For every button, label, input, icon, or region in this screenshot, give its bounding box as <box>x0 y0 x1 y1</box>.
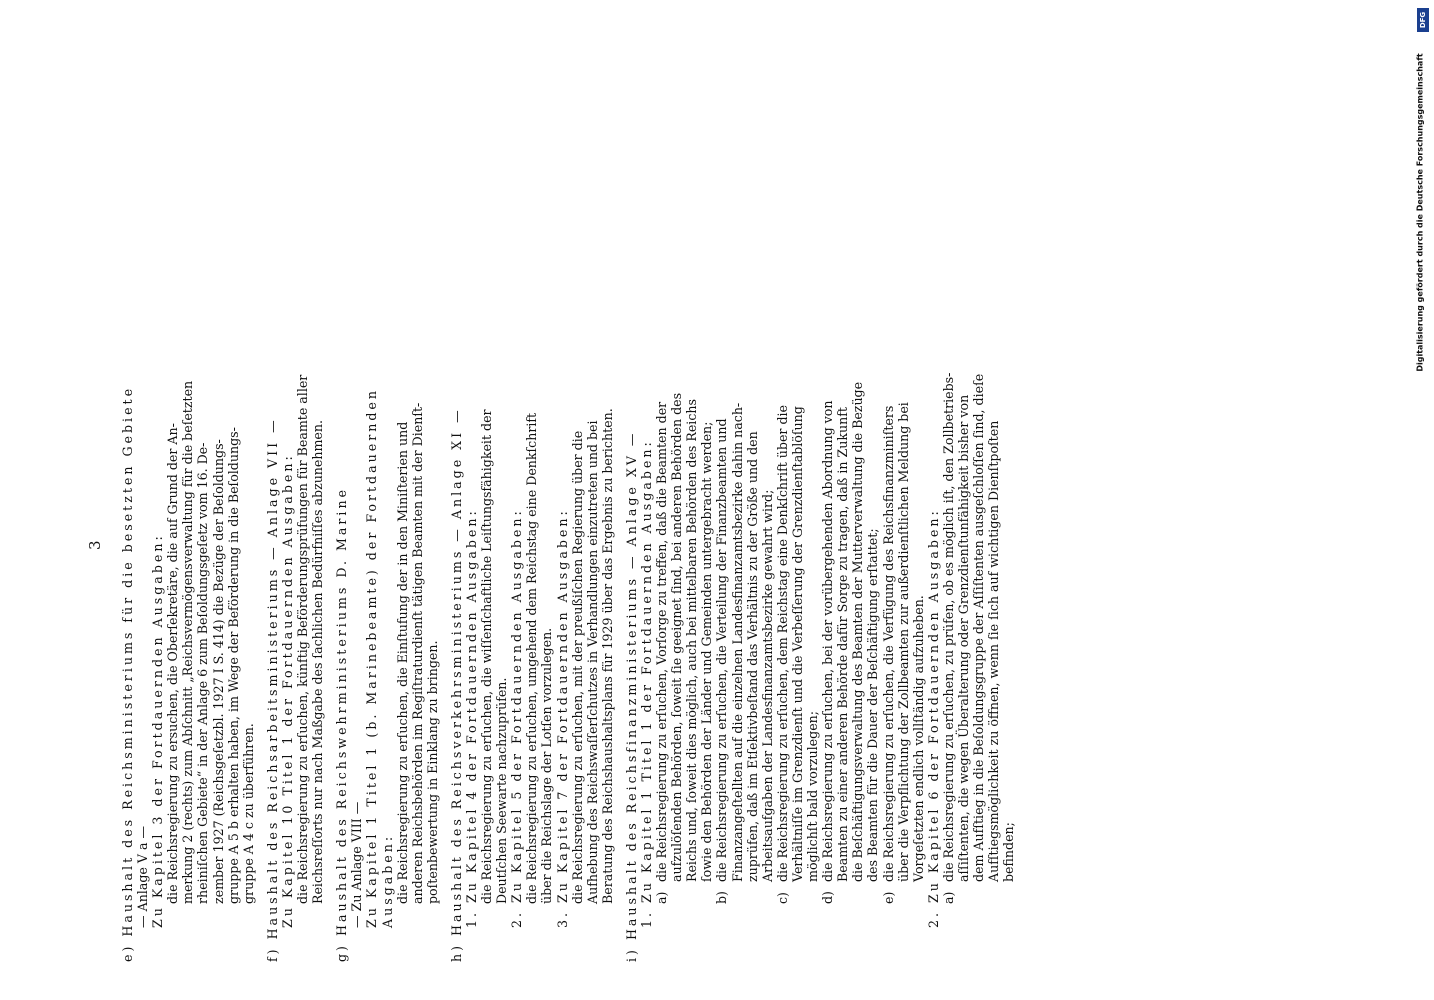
item-chapter-heading: 3. Zu Kapitel 7 der Fortdauernden Ausgaben: <box>554 508 570 928</box>
text-line: die Reichsregierung zu erſuchen, bei der vorübergehenden Abordnung von <box>820 400 836 882</box>
rotated-text-block <box>86 132 1300 962</box>
chapter-heading-cont: Ausgaben: <box>379 833 395 928</box>
item-chapter-heading: 2. Zu Kapitel 6 der Fortdauernden Ausgaben: <box>925 508 941 928</box>
section-annex: — Zu Anlage VIII — <box>349 801 365 928</box>
text-line: poſtenbewertung in Einklang zu bringen. <box>424 640 440 904</box>
text-line: dem Aufſtieg in die Beſoldungsgruppe der Aſſiſtenten ausgeſchloſſen ſind, dieſe <box>971 373 987 882</box>
text-line: Verhältniſſe im Grenzdienſt und die Verbeſſerung der Grenzdienſtablöſung <box>789 406 805 882</box>
text-line: zuprüfen, daß im Etſektivbeſtand das Verhältnis zu der Größe und den <box>744 431 760 882</box>
sub-item <box>654 132 714 962</box>
text-line: die Reichsregierung zu erſuchen, dem Reichstag eine Denkſchrift über die <box>774 404 790 882</box>
section-annex: — Anlage V a — <box>135 825 151 928</box>
item-chapter-heading: 1. Zu Kapitel 4 der Fortdauernden Ausgaben: <box>463 508 479 928</box>
text-line: die Beſchäftigungsverwaltung des Beamten der Mutterverwaltung die Bezüge <box>850 381 866 882</box>
section <box>120 132 256 962</box>
text-line: aufzulöſenden Behörden, ſoweit ſie geeignet ſind, bei anderen Behörden des <box>669 392 685 882</box>
text-line: Aufhebung des Reichswaſſerſchutzes in Verhandlungen einzutreten und bei <box>584 420 600 904</box>
text-line: die Reichsregierung zu erſuchen, die Einſtufung der in den Miniſterien und <box>394 421 410 904</box>
text-line: aſſiſtenten, die wegen Überalterung oder Grenzdienſtunfähigkeit bisher von <box>955 394 971 882</box>
text-line: die Reichsregierung zu erſuchen, mit der preußiſchen Regierung über die <box>569 430 585 904</box>
text-line: Beamten zu einer anderen Behörde dafür Sorge zu tragen, daß in Zukunft <box>835 407 851 882</box>
text-line: über die Verpflichtung der Zollbeamten zur außerdienſtlichen Meldung bei <box>895 402 911 882</box>
text-line: Beratung des Reichshaushaltsplans für 1929 über das Ergebnis zu berichten. <box>599 408 615 904</box>
sub-item-mark: b) <box>714 891 730 904</box>
sub-item-mark: a) <box>940 891 956 904</box>
text-line: die Reichsregierung zu erſuchen, umgehend dem Reichstag eine Denkſchrift <box>524 412 540 904</box>
text-line: gruppe A 4 c zu überführen. <box>240 723 256 904</box>
text-line: die Reichsregierung zu erſuchen, zu prüfen, ob es möglich iſt, den Zollbetriebs- <box>940 372 956 882</box>
section-heading: f) Haushalt des Reichsarbeitsministeriums — Anlage VII — <box>264 417 280 962</box>
sub-item-text <box>881 402 926 882</box>
text-line: die Reichsregierung zu erſuchen, künftig Beförderungsprüfungen für Beamte aller <box>295 374 311 904</box>
section-heading: h) Haushalt des Reichsverkehrsministeriums — Anlage XI — <box>448 407 464 962</box>
sub-item-text <box>941 373 1016 882</box>
dfg-stamp <box>1410 8 1434 394</box>
section-heading: e) Haushalt des Reichsministeriums für die besetzten Gebiete <box>120 385 135 962</box>
text-line: möglichſt bald vorzulegen; <box>805 710 821 882</box>
text-line: anderen Reichsbehörden im Regiſtraturdienſt tätigen Beamten mit der Dienſt- <box>409 402 425 904</box>
section-heading: g) Haushalt des Reichswehrministeriums D. Marine <box>334 486 350 962</box>
text-line: Reichsreſſorts nur nach Maßgabe des ſachlichen Bedürfniſſes abzunehmen. <box>310 420 326 904</box>
sub-item-mark: c) <box>774 892 790 904</box>
sub-item <box>941 132 1016 962</box>
text-line: Arbeitsaufgaben der Landesfinanzamtsbezirke gewahrt wird; <box>759 489 775 882</box>
text-line: die Reichsregierung zu erſuchen, die Verfügung des Reichsfinanzminiſters <box>880 405 896 882</box>
text-line: gruppe A 5 b erhalten haben, im Wege der Beförderung in die Beſoldungs- <box>225 427 241 904</box>
section <box>265 132 325 962</box>
text-line: Deutſchen Seewarte nachzuprüfen. <box>494 677 510 904</box>
text-line: über die Reichslage der Lotſen vorzulegen. <box>539 627 555 904</box>
sub-item-text <box>714 403 774 882</box>
text-line: Vorgeſetzten endlich vollſtändig aufzuheben. <box>910 595 926 882</box>
chapter-heading: Zu Kapitel 10 Titel 1 der Fortdauernden Ausgaben: <box>279 453 295 928</box>
text-line: des Beamten für die Dauer der Beſchäftigung erſtattet; <box>865 528 881 882</box>
document-body <box>120 132 1016 962</box>
section <box>449 132 615 962</box>
text-line: zember 1927 (Reichsgeſetzbl. 1927 I S. 414) die Bezüge der Beſoldungs- <box>210 439 226 904</box>
text-line: merkung 2 (rechts) zum Abſchnitt „Reichsvermögensverwaltung für die beſetzten <box>180 380 196 904</box>
sub-item <box>820 132 880 962</box>
text-line: befinden; <box>1001 822 1017 882</box>
text-line: die Reichsregierung zu erſuchen, die Verteilung der Finanzbeamten und <box>714 418 730 882</box>
page-number: 3 <box>86 540 104 550</box>
sub-item-mark: d) <box>820 891 836 904</box>
text-line: die Reichsregierung zu ersuchen, die Oberſekretäre, die auf Grund der An- <box>165 423 181 904</box>
item-chapter-heading: 2. Zu Kapitel 5 der Fortdauernden Ausgaben: <box>509 508 525 928</box>
item-chapter-heading: 1. Zu Kapitel 1 Titel 1 der Fortdauernden Ausgaben: <box>639 439 654 928</box>
sub-item-mark: e) <box>880 891 896 904</box>
section <box>334 132 440 962</box>
text-line: rheiniſchen Gebiete“ in der Anlage 6 zum Beſoldungsgeſetz vom 16. De- <box>195 442 211 904</box>
text-line: Finanzangeſtellten auf die einzelnen Landesfinanzamtsbezirke dahin nach- <box>729 402 745 882</box>
dfg-stamp-text: Digitalisierung gefördert durch die Deutsche Forschungsgemeinschaft <box>1415 53 1425 372</box>
text-line: Aufſtiegsmöglichkeit zu öffnen, wenn ſie ſich auf wichtigen Dienſtpoſten <box>986 420 1002 882</box>
sub-item <box>714 132 774 962</box>
sub-item <box>881 132 926 962</box>
text-line: ſowie den Behörden der Länder und Gemeinden untergebracht werden; <box>699 421 715 882</box>
section <box>624 132 1016 962</box>
text-line: die Reichsregierung zu erſuchen, Vorſorge zu treffen, daß die Beamten der <box>654 401 670 882</box>
text-line: die Reichsregierung zu erſuchen, die wiſſenſchaftliche Leiſtungsfähigkeit der <box>479 409 495 904</box>
sub-item-text <box>820 382 880 882</box>
chapter-heading: Zu Kapitel 1 Titel 1 (b. Marinebeamte) der Fortdauernden <box>364 388 380 928</box>
sub-item <box>775 132 820 962</box>
sub-item-text <box>775 405 820 882</box>
sub-item-mark: a) <box>654 891 670 904</box>
section-heading: i) Haushalt des Reichsfinanzministeriums — Anlage XV — <box>623 430 639 962</box>
chapter-heading: Zu Kapitel 3 der Fortdauernden Ausgaben: <box>150 533 166 928</box>
dfg-logo: DFG <box>1417 8 1429 32</box>
text-line: Reichs und, ſoweit dies möglich, auch bei mittelbaren Behörden des Reichs <box>684 399 700 882</box>
sub-item-text <box>654 393 714 882</box>
